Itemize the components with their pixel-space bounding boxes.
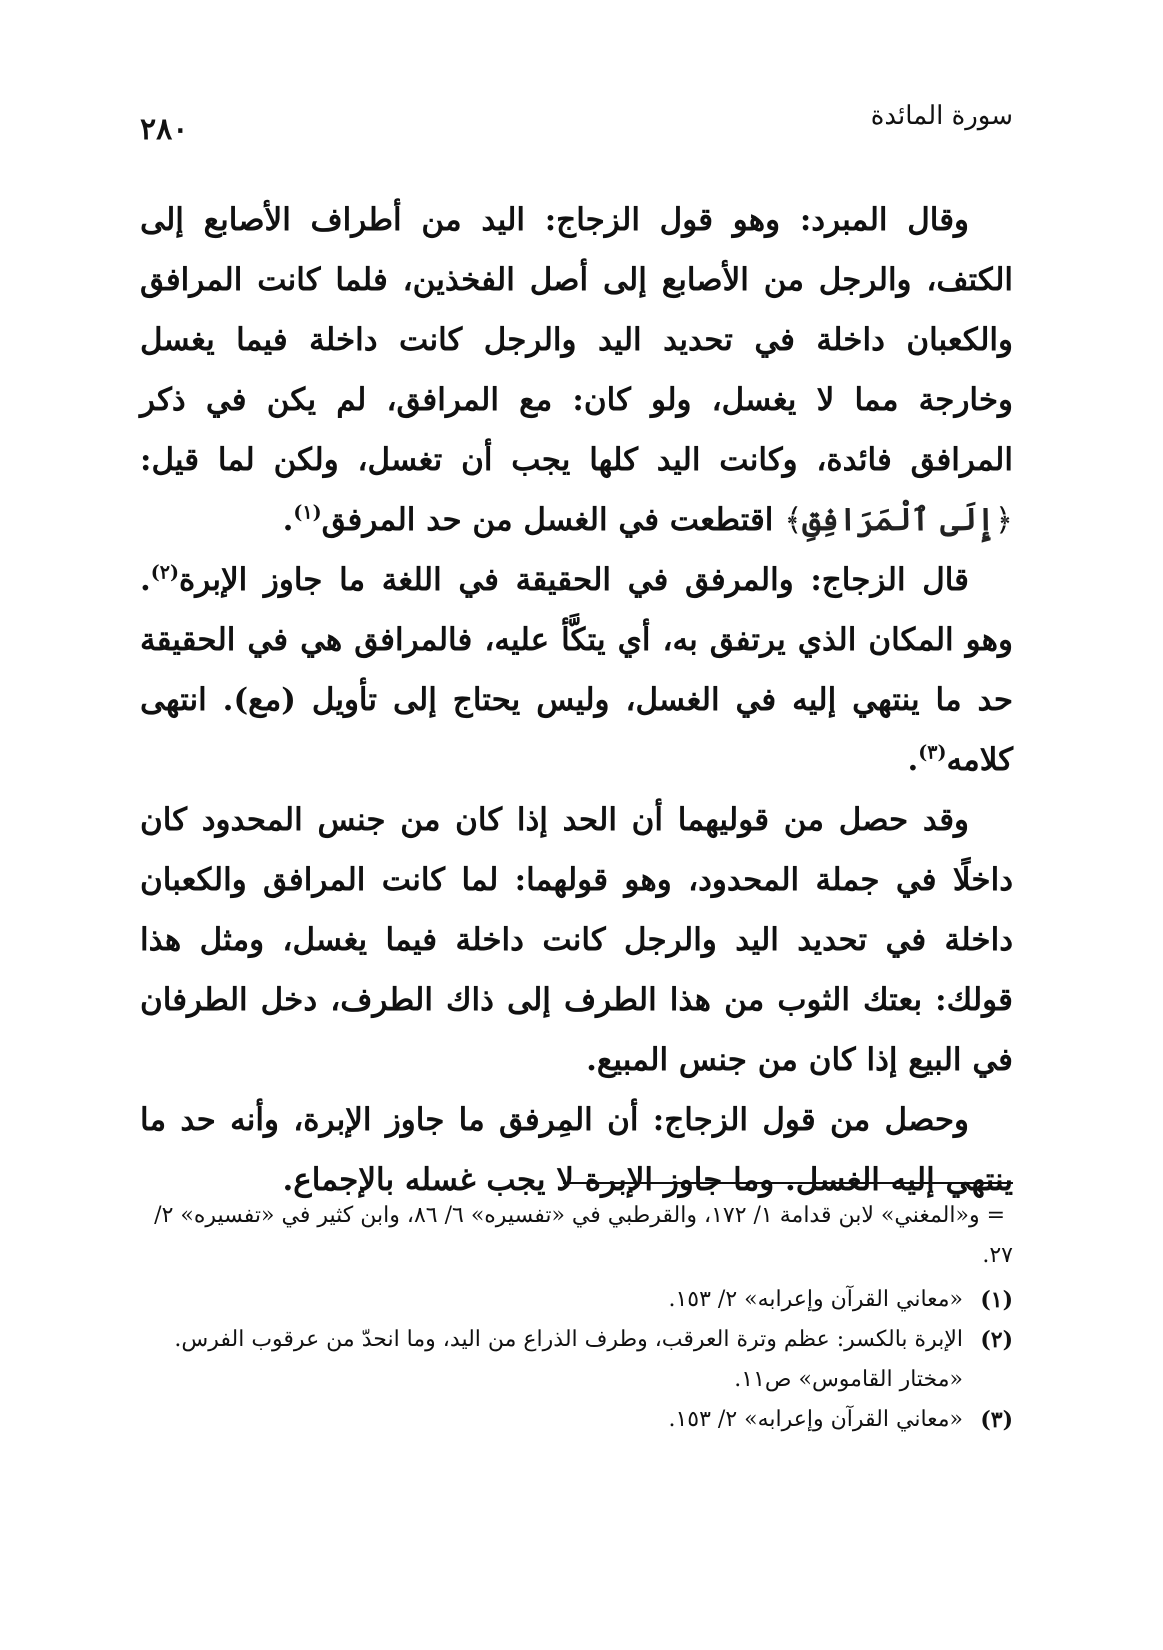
footnote-text: الإبرة بالكسر: عظم وترة العرقب، وطرف الذراع من اليد، وما انحدّ من عرقوب الفرس. «مختار القاموس» ص١١. <box>174 1327 963 1392</box>
footnote-reference: (٢) <box>150 561 180 584</box>
paragraph-end: . <box>907 742 919 778</box>
quran-open-bracket: ﴿ <box>994 502 1013 538</box>
paragraph-text: وقال المبرد: وهو قول الزجاج: اليد من أطراف الأصابع إلى الكتف، والرجل من الأصابع إلى أصل الفخذين، فلما كانت المرافق والكعبان داخلة في تحديد اليد والرجل كانت داخلة فيما يغسل وخارجة مما لا يغسل، ولو كان: مع المرافق، لم يكن في ذكر المرافق فائدة، وكانت اليد كلها يجب أن تغسل، ولكن لما قيل: <box>140 202 1013 478</box>
quran-quote: إِلَى ٱلْمَرَافِقِ <box>802 502 995 538</box>
footnote-number: (١) <box>980 1287 1013 1313</box>
footnote-reference: (١) <box>293 501 322 524</box>
footnote-item <box>140 1320 1013 1400</box>
footnotes <box>140 1196 1013 1440</box>
footnote-item <box>140 1400 1013 1440</box>
footnote-text: «معاني القرآن وإعرابه» ٢/ ١٥٣. <box>668 1287 963 1312</box>
footnote-reference: (٣) <box>918 741 947 764</box>
page-header <box>140 96 1013 156</box>
paragraph-text: . وهو المكان الذي يرتفق به، أي يتكَّأ عليه، فالمرافق هي في الحقيقة حد ما ينتهي إليه في الغسل، وليس يحتاج إلى تأويل (مع). انتهى كلامه <box>140 562 1013 778</box>
running-header-title: سورة المائدة <box>870 101 1013 131</box>
quran-close-bracket: ﴾ <box>784 502 803 538</box>
footnote-text: «معاني القرآن وإعرابه» ٢/ ١٥٣. <box>668 1407 963 1432</box>
paragraph: وقد حصل من قوليهما أن الحد إذا كان من جنس المحدود كان داخلًا في جملة المحدود، وهو قولهما: لما كانت المرافق والكعبان داخلة في تحديد اليد والرجل كانت داخلة فيما يغسل، ومثل هذا قولك: بعتك الثوب من هذا الطرف إلى ذاك الطرف، دخل الطرفان في البيع إذا كان من جنس المبيع. <box>140 802 1013 1078</box>
footnote-continued: = و«المغني» لابن قدامة ١/ ١٧٢، والقرطبي في «تفسيره» ٦/ ٨٦، وابن كثير في «تفسيره» ٢/ ٢٧. <box>154 1203 1013 1268</box>
footnote-divider <box>563 1182 1013 1184</box>
paragraph <box>140 190 1013 550</box>
footnote-number: (٢) <box>980 1327 1013 1353</box>
paragraph-text: قال الزجاج: والمرفق في الحقيقة في اللغة ما جاوز الإبرة <box>179 562 969 598</box>
footnote-number: (٣) <box>980 1407 1013 1433</box>
main-text <box>140 190 1013 1210</box>
paragraph-end: . <box>282 502 294 538</box>
paragraph-text: اقتطعت في الغسل من حد المرفق <box>321 502 785 538</box>
footnote-item <box>140 1280 1013 1320</box>
page-number: ٢٨٠ <box>140 112 189 147</box>
paragraph: وحصل من قول الزجاج: أن المِرفق ما جاوز الإبرة، وأنه حد ما ينتهي إليه الغسل. وما جاوز الإبرة لا يجب غسله بالإجماع. <box>140 1102 1013 1198</box>
paragraph <box>140 550 1013 790</box>
